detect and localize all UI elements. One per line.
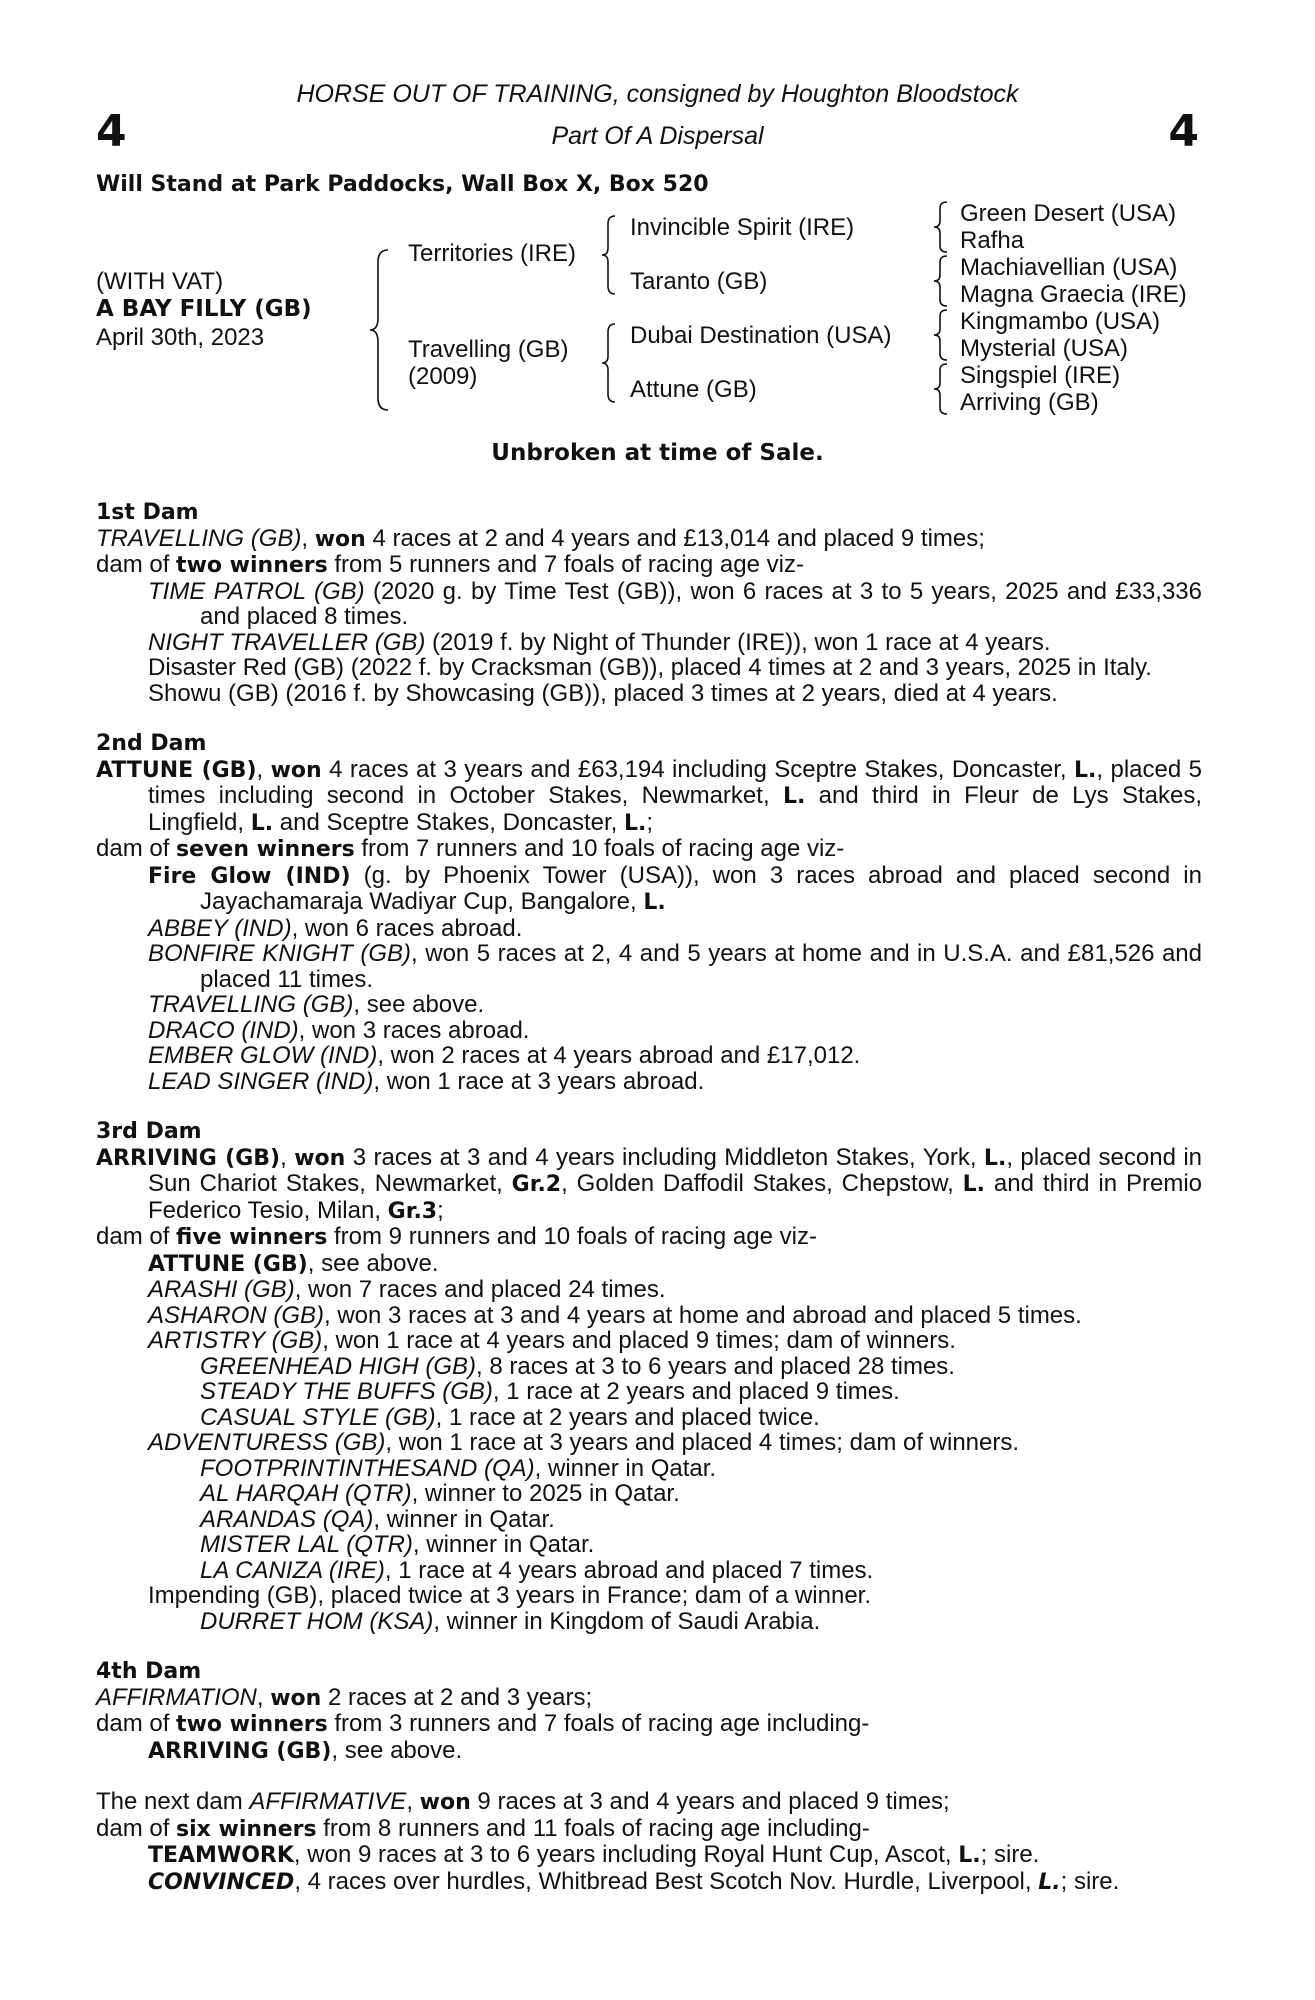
pedigree-g7: Singspiel (IRE) <box>960 362 1121 389</box>
produce-entry: Disaster Red (GB) (2022 f. by Cracksman (GB)), placed 4 times at 2 and 3 years, 2025 in Italy. <box>148 654 1152 681</box>
produce-entry: LEAD SINGER (IND), won 1 race at 3 years abroad. <box>148 1067 705 1095</box>
stand-location: Will Stand at Park Paddocks, Wall Box X, Box 520 <box>96 172 709 197</box>
produce-entry: TEAMWORK, won 9 races at 3 to 6 years including Royal Hunt Cup, Ascot, L.; sire. <box>148 1841 1040 1868</box>
vat-note: (WITH VAT) <box>96 268 224 295</box>
dam-produce-summary: dam of seven winners from 7 runners and 10 foals of racing age viz- <box>96 835 845 862</box>
pedigree-brace-g2 <box>932 254 950 308</box>
next-dam-section <box>96 1789 1202 1895</box>
produce-entry: ADVENTURESS (GB), won 1 race at 3 years and placed 4 times; dam of winners. <box>148 1429 1020 1456</box>
grand-produce-entry: MISTER LAL (QTR), winner in Qatar. <box>200 1531 595 1558</box>
unbroken-notice: Unbroken at time of Sale. <box>491 440 824 466</box>
foaling-date: April 30th, 2023 <box>96 324 265 351</box>
lot-number-left: 4 <box>96 106 127 157</box>
produce-entry: Fire Glow (IND) (g. by Phoenix Tower (USA)), won 3 races abroad and placed second in Jayachamaraja Wadiyar Cup, Bangalore, L. <box>148 861 1202 915</box>
produce-entry: TRAVELLING (GB), see above. <box>148 991 485 1018</box>
pedigree-g2: Rafha <box>960 227 1025 254</box>
dam-record-line: ARRIVING (GB), won 3 races at 3 and 4 years including Middleton Stakes, York, L., placed second in Sun Chariot Stakes, Newmarket, Gr.2, Golden Daffodil Stakes, Chepstow, L. and third in Premio Federico Tesio, Milan, Gr.3; <box>96 1143 1202 1224</box>
grand-produce-entry: STEADY THE BUFFS (GB), 1 race at 2 years and placed 9 times. <box>200 1378 900 1405</box>
pedigree-dam-year: (2009) <box>408 363 478 390</box>
produce-entry: Showu (GB) (2016 f. by Showcasing (GB)), placed 3 times at 2 years, died at 4 years. <box>148 679 1058 707</box>
section-heading: 4th Dam <box>96 1659 202 1684</box>
pedigree-g3: Machiavellian (USA) <box>960 254 1178 281</box>
dam-produce-summary: dam of six winners from 8 runners and 11 foals of racing age including- <box>96 1814 870 1842</box>
dispersal-line: Part Of A Dispersal <box>551 122 764 150</box>
grand-produce-entry: CASUAL STYLE (GB), 1 race at 2 years and placed twice. <box>200 1403 820 1431</box>
grand-produce-entry: ARANDAS (QA), winner in Qatar. <box>200 1505 555 1533</box>
produce-entry: EMBER GLOW (IND), won 2 races at 4 years abroad and £17,012. <box>148 1042 861 1069</box>
fourth-dam-section <box>96 1659 1202 1764</box>
produce-entry: ARRIVING (GB), see above. <box>148 1736 463 1764</box>
third-dam-section <box>96 1119 1202 1634</box>
grand-produce-entry: LA CANIZA (IRE), 1 race at 4 years abroad and placed 7 times. <box>200 1556 874 1584</box>
dam-produce-summary: dam of two winners from 3 runners and 7 foals of racing age including- <box>96 1710 870 1737</box>
pedigree-g8: Arriving (GB) <box>960 389 1099 416</box>
pedigree-brace-main <box>368 248 392 412</box>
dam-produce-summary: dam of two winners from 5 runners and 7 foals of racing age viz- <box>96 551 804 578</box>
section-heading: 3rd Dam <box>96 1119 202 1144</box>
pedigree-sire: Territories (IRE) <box>408 240 577 267</box>
produce-entry: BONFIRE KNIGHT (GB), won 5 races at 2, 4 and 5 years at home and in U.S.A. and £81,526 and placed 11 times. <box>148 940 1202 993</box>
pedigree-g5: Kingmambo (USA) <box>960 308 1161 335</box>
pedigree-sire-sire: Invincible Spirit (IRE) <box>630 214 855 241</box>
grand-produce-entry: AL HARQAH (QTR), winner to 2025 in Qatar. <box>200 1480 680 1507</box>
produce-entry: DRACO (IND), won 3 races abroad. <box>148 1016 530 1044</box>
produce-entry: ARASHI (GB), won 7 races and placed 24 times. <box>148 1276 666 1303</box>
consignor-line: HORSE OUT OF TRAINING, consigned by Houghton Bloodstock <box>296 80 1019 108</box>
dam-record <box>96 500 1202 1895</box>
pedigree-brace-dam <box>600 322 618 404</box>
grand-produce-entry: GREENHEAD HIGH (GB), 8 races at 3 to 6 years and placed 28 times. <box>200 1352 955 1380</box>
pedigree-brace-g4 <box>932 362 950 416</box>
produce-entry: ARTISTRY (GB), won 1 race at 4 years and placed 9 times; dam of winners. <box>148 1327 956 1354</box>
section-heading: 1st Dam <box>96 500 199 525</box>
first-dam-section <box>96 500 1202 706</box>
pedigree-dam-sire: Dubai Destination (USA) <box>630 322 892 349</box>
pedigree-brace-g1 <box>932 200 950 254</box>
produce-entry: ASHARON (GB), won 3 races at 3 and 4 years at home and abroad and placed 5 times. <box>148 1301 1082 1329</box>
produce-entry: Impending (GB), placed twice at 3 years in France; dam of a winner. <box>148 1582 872 1609</box>
grand-produce-entry: DURRET HOM (KSA), winner in Kingdom of Saudi Arabia. <box>200 1607 821 1635</box>
dam-record-line: AFFIRMATION, won 2 races at 2 and 3 years; <box>96 1683 593 1711</box>
grand-produce-entry: FOOTPRINTINTHESAND (QA), winner in Qatar. <box>200 1454 717 1482</box>
dam-record-line: The next dam AFFIRMATIVE, won 9 races at 3 and 4 years and placed 9 times; <box>96 1788 950 1815</box>
dam-produce-summary: dam of five winners from 9 runners and 10 foals of racing age viz- <box>96 1223 817 1250</box>
produce-entry: CONVINCED, 4 races over hurdles, Whitbread Best Scotch Nov. Hurdle, Liverpool, L.; sire. <box>148 1867 1120 1895</box>
produce-entry: NIGHT TRAVELLER (GB) (2019 f. by Night of Thunder (IRE)), won 1 race at 4 years. <box>148 628 1051 656</box>
pedigree-dam: Travelling (GB) <box>408 336 569 363</box>
horse-name: A BAY FILLY (GB) <box>96 296 312 322</box>
dam-record-line: ATTUNE (GB), won 4 races at 3 years and £63,194 including Sceptre Stakes, Doncaster, L., placed 5 times including second in October Stakes, Newmarket, L. and third in Fleur de Lys Stakes, Lingfield, L. and Sceptre Stakes, Doncaster, L.; <box>96 755 1202 836</box>
second-dam-section <box>96 731 1202 1094</box>
pedigree-dam-dam: Attune (GB) <box>630 376 757 403</box>
produce-entry: ATTUNE (GB), see above. <box>148 1249 439 1277</box>
pedigree-g4: Magna Graecia (IRE) <box>960 281 1187 308</box>
pedigree-g1: Green Desert (USA) <box>960 200 1177 227</box>
section-heading: 2nd Dam <box>96 731 207 756</box>
produce-entry: TIME PATROL (GB) (2020 g. by Time Test (GB)), won 6 races at 3 to 5 years, 2025 and £33,336 and placed 8 times. <box>148 577 1203 630</box>
pedigree-sire-dam: Taranto (GB) <box>630 268 768 295</box>
dam-record-line: TRAVELLING (GB), won 4 races at 2 and 4 years and £13,014 and placed 9 times; <box>96 524 985 552</box>
pedigree-brace-g3 <box>932 308 950 362</box>
lot-number-right: 4 <box>1168 106 1199 157</box>
pedigree-brace-sire <box>600 214 618 296</box>
produce-entry: ABBEY (IND), won 6 races abroad. <box>148 914 523 942</box>
pedigree-g6: Mysterial (USA) <box>960 335 1129 362</box>
